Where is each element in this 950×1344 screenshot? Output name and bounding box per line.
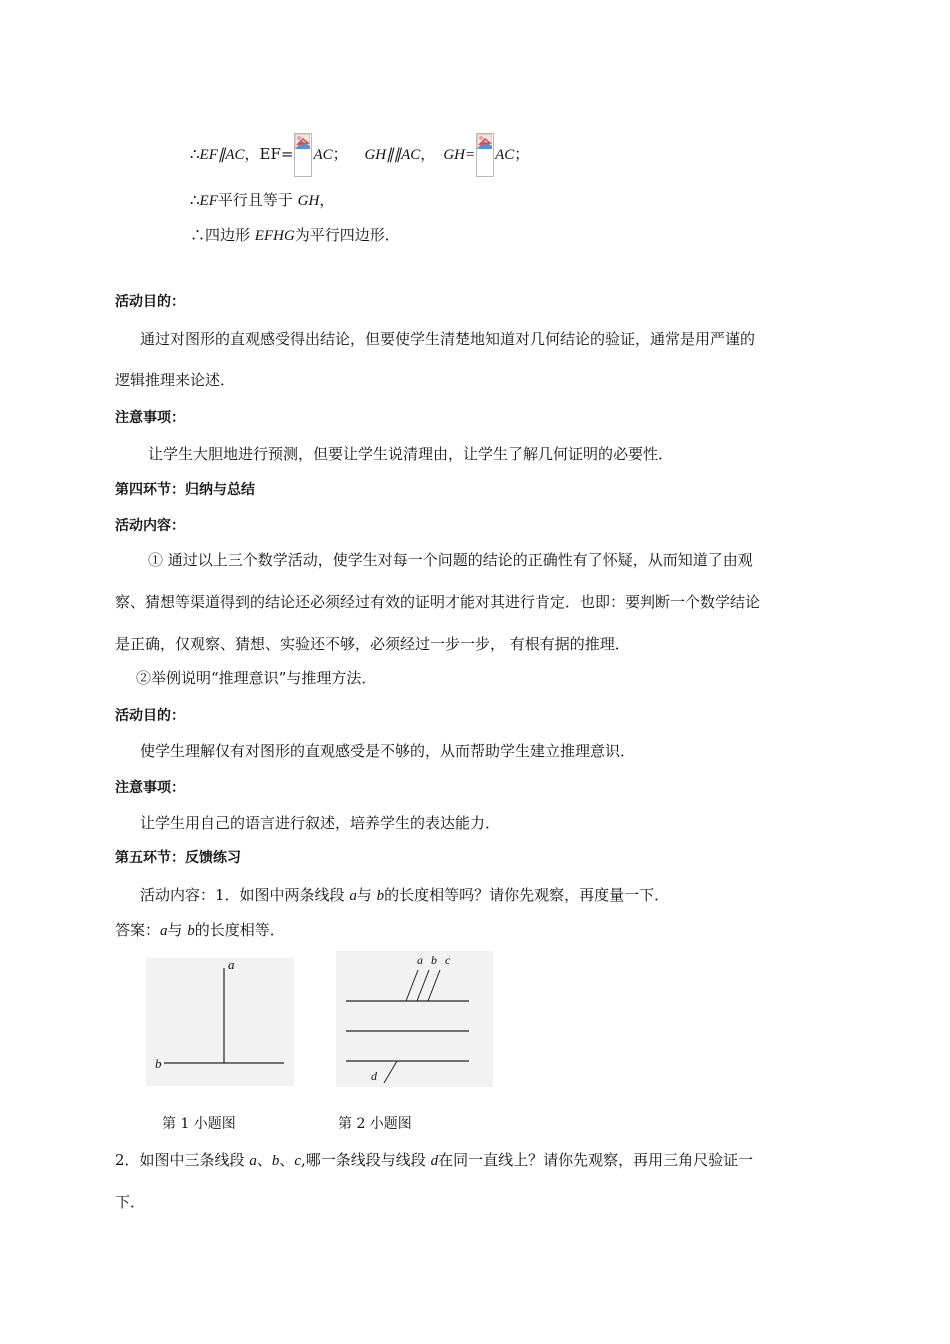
text: 的长度相等．: [194, 921, 285, 939]
text: 与: [356, 886, 377, 904]
paragraph-line: ① 通过以上三个数学活动，使学生对每一个问题的结论的正确性有了怀疑，从而知道了由观: [148, 551, 753, 569]
segment-a: [406, 970, 418, 1001]
math-text: d: [430, 1153, 439, 1169]
text: ；: [514, 145, 530, 163]
figure-2-drawing: [336, 951, 493, 1087]
text: 为平行四边形．: [294, 226, 400, 244]
section-title: 第四环节：归纳与总结: [115, 482, 255, 498]
math-text: a: [160, 923, 168, 939]
text: 、: [279, 1151, 295, 1169]
paragraph-line: 使学生理解仅有对图形的直观感受是不够的，从而帮助学生建立推理意识．: [140, 742, 636, 760]
paragraph-line: 逻辑推理来论述．: [115, 371, 236, 389]
label-b: b: [155, 1056, 162, 1071]
text: 活动内容：1．如图中两条线段: [140, 886, 350, 904]
text: ，: [420, 145, 436, 163]
text: ，EF=: [244, 145, 294, 163]
math-text: GH: [297, 193, 320, 209]
paragraph-line: 通过对图形的直观感受得出结论，但要使学生清楚地知道对几何结论的验证，通常是用严谨的: [140, 330, 756, 348]
therefore-symbol: ∴: [190, 145, 200, 163]
text: 答案：: [115, 921, 161, 939]
text: ；: [332, 145, 348, 163]
paragraph-line: 让学生用自己的语言进行叙述，培养学生的表达能力．: [140, 814, 501, 832]
fraction-image-placeholder: [294, 133, 312, 177]
broken-image-icon: [295, 134, 310, 149]
proof-line-3: [190, 225, 400, 246]
paragraph-line: ②举例说明“推理意识”与推理方法．: [136, 669, 377, 687]
text: 、: [256, 1151, 272, 1169]
section-title: 第五环节：反馈练习: [115, 850, 241, 866]
label-b: b: [431, 953, 437, 967]
question-2-line-2: 下．: [115, 1193, 146, 1211]
paragraph-line: 让学生大胆地进行预测，但要让学生说清理由，让学生了解几何证明的必要性．: [148, 445, 674, 463]
text: ，: [319, 191, 335, 209]
section-heading: 注意事项：: [115, 410, 185, 426]
text: 与: [167, 921, 188, 939]
therefore-symbol: ∴: [190, 191, 200, 209]
text: ∴四边形: [190, 226, 255, 244]
math-text: AC: [495, 147, 515, 163]
math-text: a: [349, 888, 357, 904]
text: 的长度相等吗？请你先观察，再度量一下．: [384, 886, 670, 904]
math-text: GH∥∥AC: [364, 147, 421, 163]
fraction-image-placeholder: [476, 133, 494, 177]
section-heading: 活动目的：: [115, 708, 185, 724]
segment-b: [417, 970, 429, 1001]
math-text: b: [187, 923, 195, 939]
section-heading: 活动目的：: [115, 294, 185, 310]
math-text: b: [376, 888, 385, 904]
math-text: c: [294, 1153, 302, 1169]
math-text: EF∥AC: [199, 147, 245, 163]
label-a: a: [417, 953, 423, 967]
label-c: c: [445, 953, 451, 967]
math-text: b: [271, 1153, 280, 1169]
figure-1-drawing: [146, 958, 294, 1086]
text: ,哪一条线段与线段: [301, 1151, 431, 1169]
math-text: a: [249, 1153, 257, 1169]
paragraph-line: 是正确，仅观察、猜想、实验还不够，必须经过一步一步， 有根有据的推理．: [115, 635, 630, 653]
figure-1: [146, 958, 294, 1086]
math-text: EF: [199, 193, 218, 209]
math-text: GH=: [443, 147, 476, 163]
segment-c: [428, 970, 440, 1001]
math-text: EFHG: [254, 228, 295, 244]
label-d: d: [371, 1069, 377, 1083]
section-heading: 注意事项：: [115, 780, 185, 796]
figure-1-caption: 第 1 小题图: [162, 1116, 236, 1132]
paragraph-line: 察、猜想等渠道得到的结论还必须经过有效的证明才能对其进行肯定．也即：要判断一个数学结论: [115, 593, 761, 611]
segment-d: [384, 1061, 397, 1083]
figure-2: [336, 951, 493, 1087]
question-2-line-1: [115, 1150, 753, 1171]
math-text: AC: [313, 147, 333, 163]
answer-line: [115, 920, 285, 941]
section-heading: 活动内容：: [115, 518, 185, 534]
question-1: [140, 885, 669, 906]
figure-2-caption: 第 2 小题图: [338, 1116, 412, 1132]
text: 在同一直线上？请你先观察，再用三角尺验证一: [438, 1151, 754, 1169]
text: 平行且等于: [217, 191, 298, 209]
proof-line-1: [190, 132, 529, 176]
text: 2．如图中三条线段: [115, 1151, 250, 1169]
broken-image-icon: [477, 134, 492, 149]
proof-line-2: [190, 190, 334, 211]
label-a: a: [228, 957, 235, 972]
